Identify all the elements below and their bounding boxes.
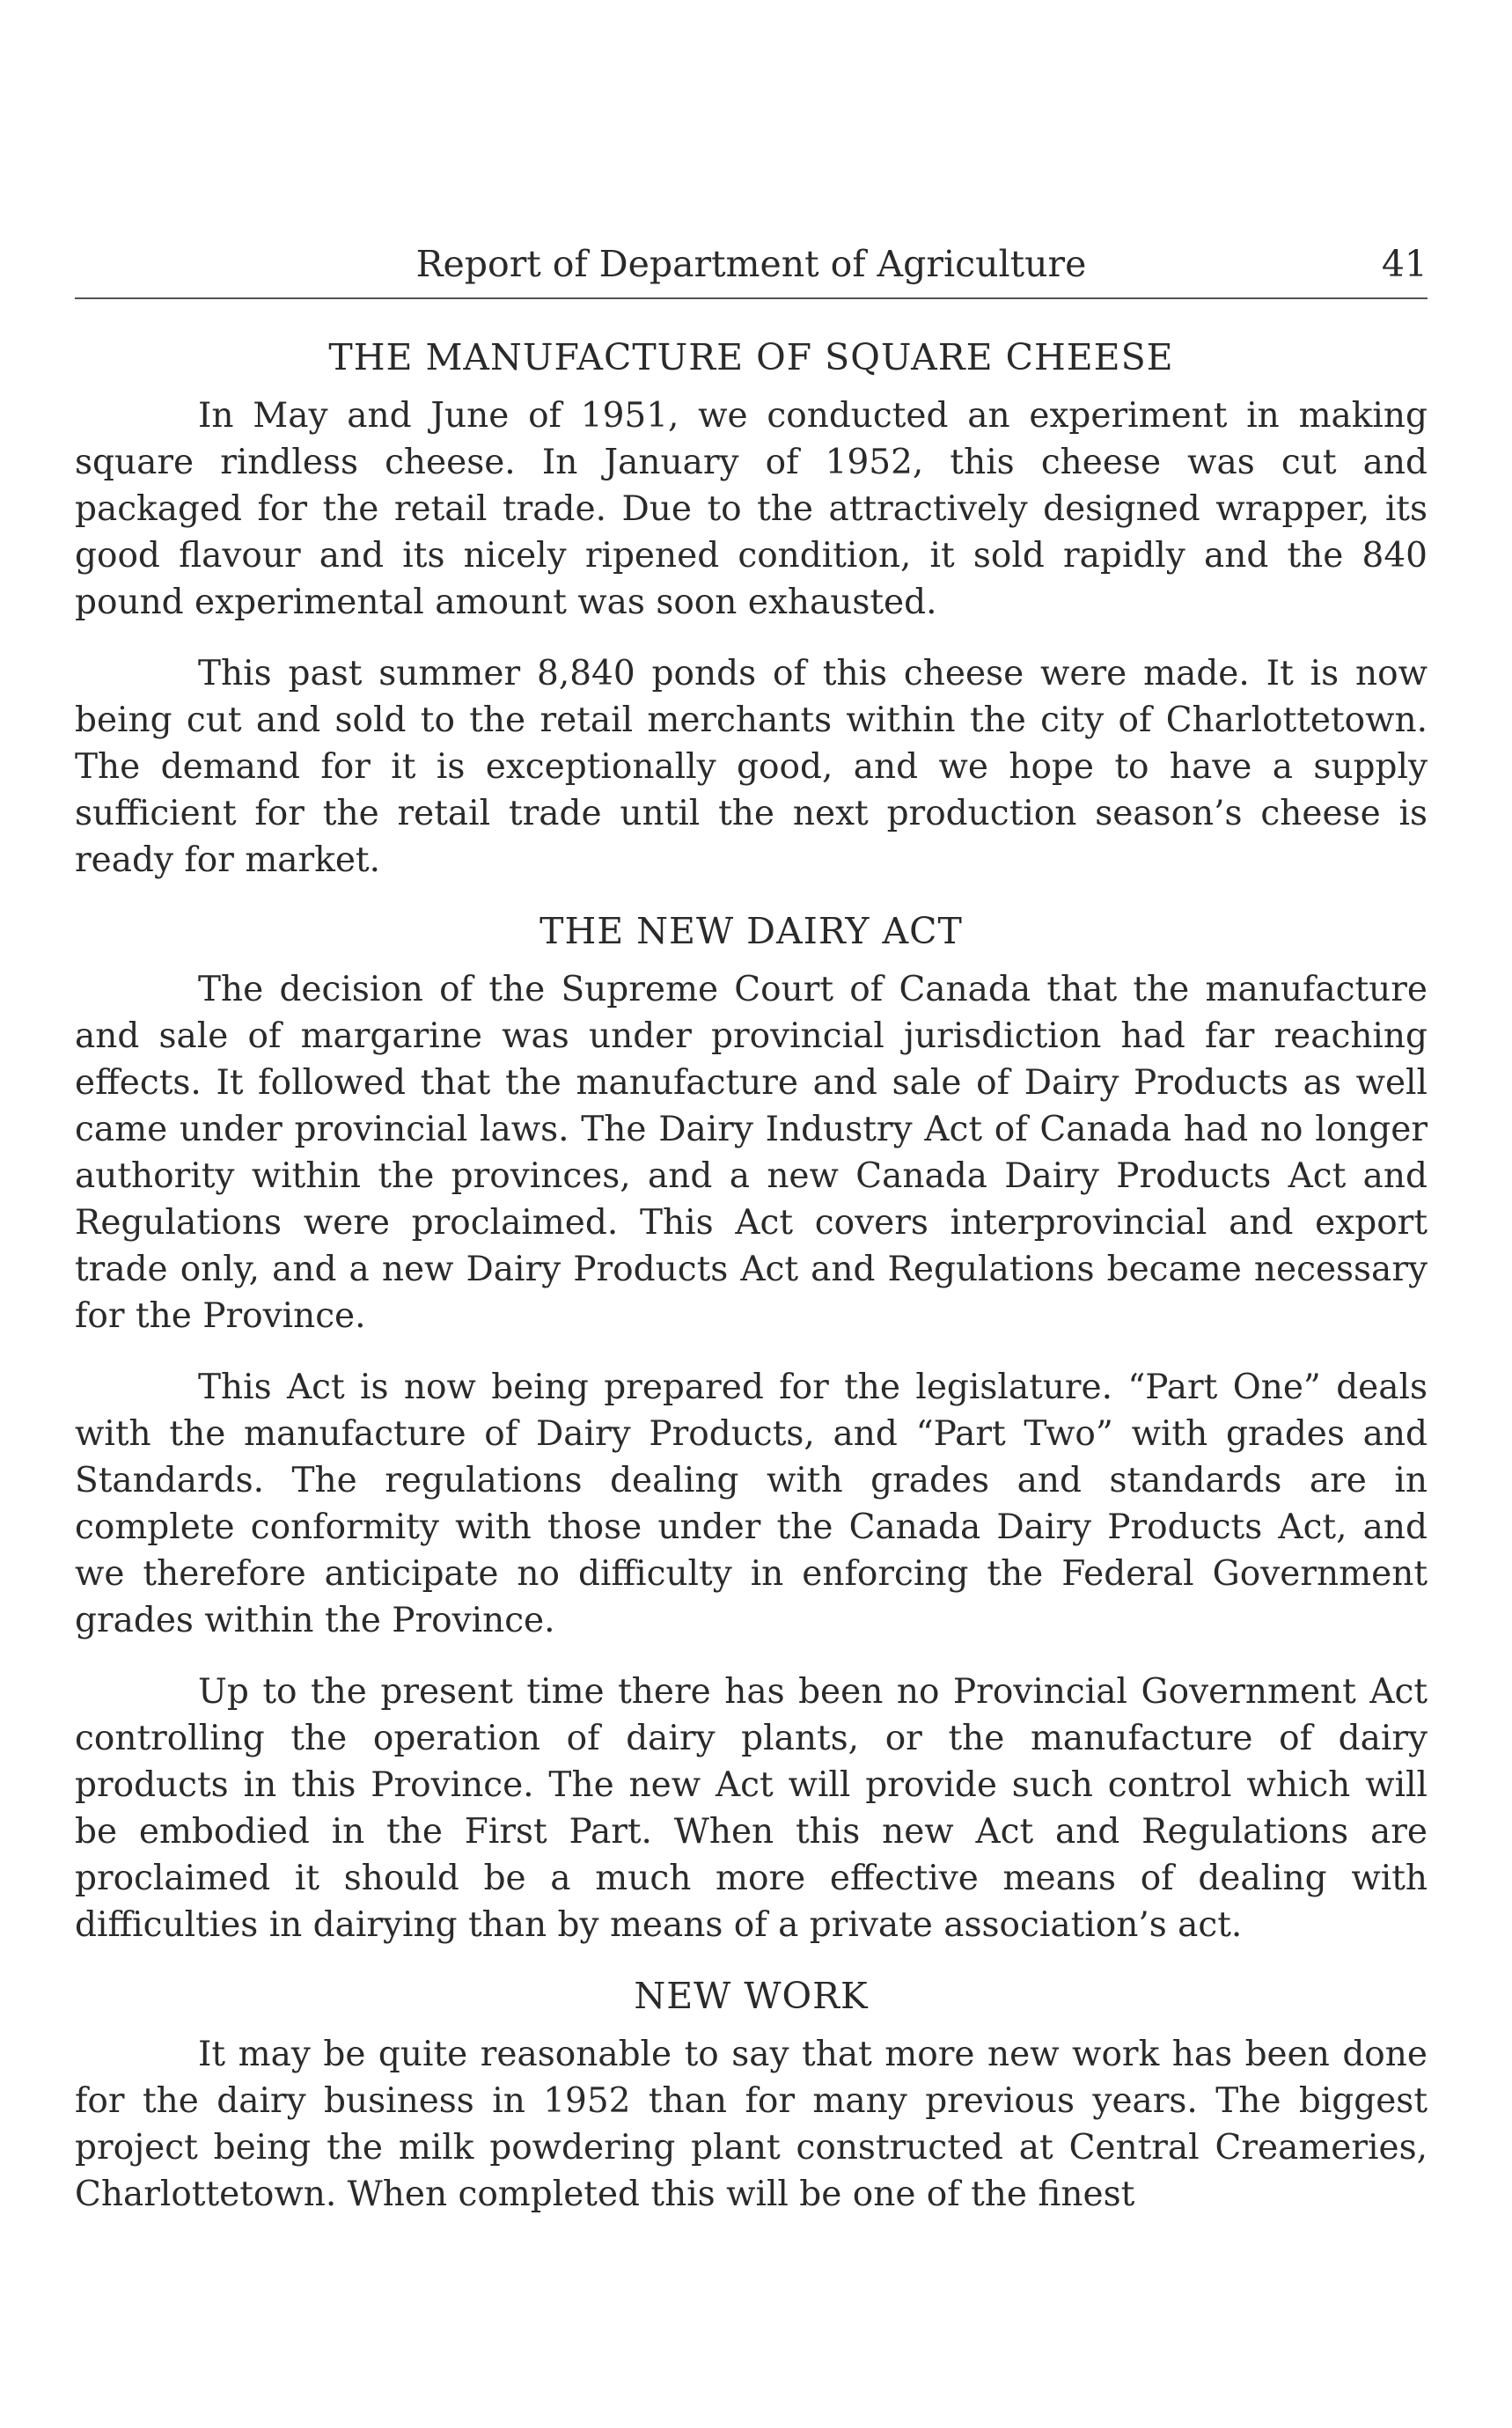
paragraph: This Act is now being prepared for the legislature. “Part One” deals with the manufacture of Dairy Products, and “Part Two” with grades and Standards. The regulations dealing with grades and standards are in complete conformity with those under the Canada Dairy Products Act, and we therefore anticipate no difficulty in enforcing the Federal Government grades within the Province. <box>75 1368 1428 1640</box>
paragraph: This past summer 8,840 ponds of this cheese were made. It is now being cut and sold to the retail merchants within the city of Charlottetown. The demand for it is exceptionally good, and we hope to have a supply sufficient for the retail trade until the next production season’s cheese is ready for market. <box>75 654 1428 880</box>
section-heading: NEW WORK <box>634 1975 869 2017</box>
section-new-work <box>75 1973 1428 2218</box>
paragraph: The decision of the Supreme Court of Canada that the manufacture and sale of margarine was under provincial jurisdiction had far reaching effects. It followed that the manufacture and sale of Dairy Products as well came under provincial laws. The Dairy Industry Act of Canada had no longer authority within the provinces, and a new Canada Dairy Products Act and Regulations were proclaimed. This Act covers interprovincial and export trade only, and a new Dairy Products Act and Regulations became necessary for the Province. <box>75 970 1428 1336</box>
running-title: Report of Department of Agriculture <box>415 243 1087 285</box>
section-heading: THE NEW DAIRY ACT <box>539 910 963 952</box>
running-header <box>75 238 1428 290</box>
section-square-cheese <box>75 334 1428 884</box>
document-page <box>75 238 1428 2242</box>
paragraph: Up to the present time there has been no Provincial Government Act controlling the operation of dairy plants, or the manufacture of dairy products in this Province. The new Act will provide such control which will be embodied in the First Part. When this new Act and Regulations are proclaimed it should be a much more effective means of dealing with difficulties in dairying than by means of a private association’s act. <box>75 1672 1428 1945</box>
paragraph: In May and June of 1951, we conducted an experiment in making square rindless cheese. In January of 1952, this cheese was cut and packaged for the retail trade. Due to the attractively designed wrapper, its good flavour and its nicely ripened condition, it sold rapidly and the 840 pound experimental amount was soon exhausted. <box>75 396 1428 622</box>
section-heading: THE MANUFACTURE OF SQUARE CHEESE <box>328 336 1174 378</box>
page-number: 41 <box>1381 243 1428 285</box>
paragraph: It may be quite reasonable to say that more new work has been done for the dairy business in 1952 than for many previous years. The biggest project being the milk powdering plant constructed at Central Creameries, Charlottetown. When completed this will be one of the finest <box>75 2035 1428 2214</box>
header-rule <box>75 297 1428 299</box>
section-new-dairy-act <box>75 908 1428 1948</box>
